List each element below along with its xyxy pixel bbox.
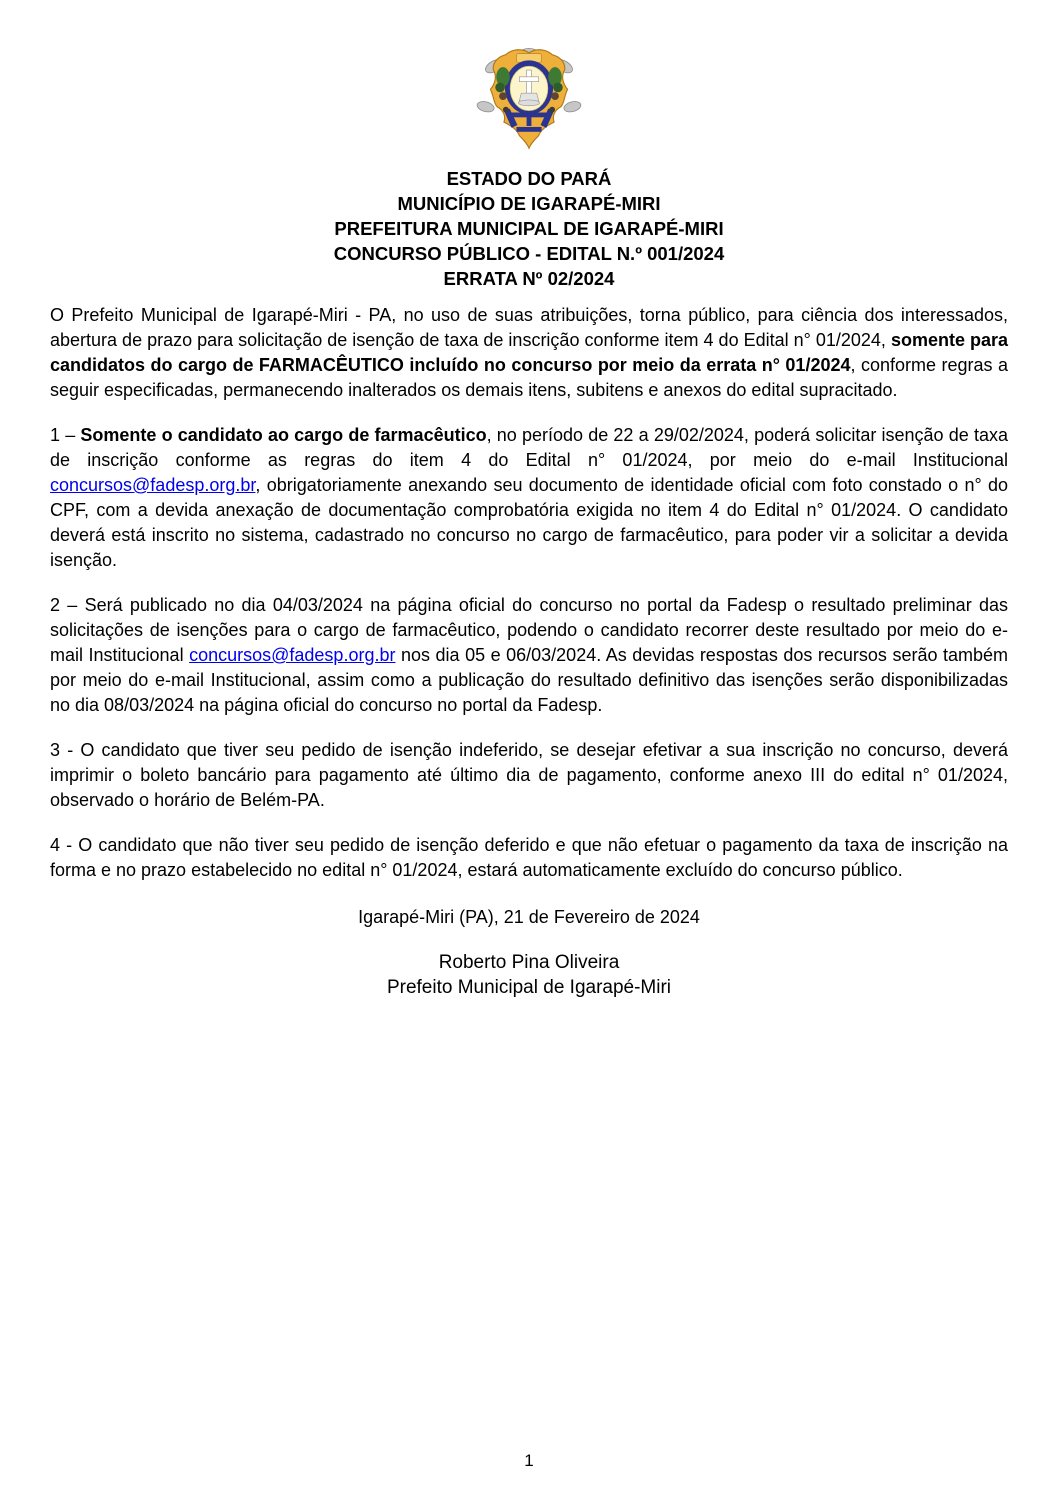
item-2-paragraph <box>50 593 1008 718</box>
text-run: , obrigatoriamente anexando seu documento de identidade oficial com foto constado o n° do CPF, com a devida anexação de documentação comprobatória exigida no item 4 do Edital n° 01/2024. O candidato deverá está inscrito no sistema, cadastrado no concurso no cargo de farmacêutico, para poder vir a solicitar a devida isenção. <box>50 475 1008 570</box>
text-run: 2 – Será publicado no dia 04/03/2024 na página oficial do concurso no portal da Fadesp o resultado preliminar das solicitações de isenções para o cargo de farmacêutico, podendo o candidato recorrer deste resultado por meio do e-mail Institucional <box>50 595 1008 665</box>
header-line-municipio: MUNICÍPIO DE IGARAPÉ-MIRI <box>397 193 661 214</box>
item-1-paragraph <box>50 423 1008 573</box>
coat-of-arms-svg <box>469 45 589 153</box>
signer-title: Prefeito Municipal de Igarapé-Miri <box>386 977 672 998</box>
text-run: O Prefeito Municipal de Igarapé-Miri - PA, no uso de suas atribuições, torna público, para ciência dos interessados, abertura de prazo para solicitação de isenção de taxa de inscrição conforme item 4 do Edital n° 01/2024, <box>50 305 1008 350</box>
item-4-paragraph <box>50 833 1008 883</box>
header-line-errata: ERRATA Nº 02/2024 <box>443 268 615 289</box>
text-run: , conforme regras a seguir especificadas, permanecendo inalterados os demais itens, subitens e anexos do edital supracitado. <box>50 355 1008 400</box>
text-run: , no período de 22 a 29/02/2024, poderá solicitar isenção de taxa de inscrição conforme as regras do item 4 do Edital n° 01/2024, por meio do e-mail Institucional <box>50 425 1008 470</box>
text-run: 4 - O candidato que não tiver seu pedido de isenção deferido e que não efetuar o pagamento da taxa de inscrição na forma e no prazo estabelecido no edital n° 01/2024, estará automaticamente excluído do concurso público. <box>50 835 1008 880</box>
text-run: 1 – <box>50 425 81 445</box>
email-link[interactable]: concursos@fadesp.org.br <box>189 645 396 665</box>
date-line: Igarapé-Miri (PA), 21 de Fevereiro de 2024 <box>358 907 700 927</box>
text-run: Somente o candidato ao cargo de farmacêutico <box>80 425 487 445</box>
header-line-prefeitura: PREFEITURA MUNICIPAL DE IGARAPÉ-MIRI <box>334 218 724 239</box>
document-body <box>0 166 1058 1000</box>
text-run: 3 - O candidato que tiver seu pedido de isenção indeferido, se desejar efetivar a sua inscrição no concurso, deverá imprimir o boleto bancário para pagamento até último dia de pagamento, conforme anexo III do edital n° 01/2024, observado o horário de Belém-PA. <box>50 740 1008 810</box>
municipal-coat-of-arms-icon <box>469 45 589 153</box>
text-run: somente para candidatos do cargo de FARMACÊUTICO incluído no concurso por meio da errata n° 01/2024 <box>50 330 1008 375</box>
item-3-paragraph <box>50 738 1008 813</box>
text-run: nos dia 05 e 06/03/2024. As devidas respostas dos recursos serão também por meio do e-mail Institucional, assim como a publicação do resultado definitivo das isenções serão disponibilizadas no dia 08/03/2024 na página oficial do concurso no portal da Fadesp. <box>50 645 1009 715</box>
intro-paragraph <box>50 303 1008 403</box>
signer-name: Roberto Pina Oliveira <box>438 952 620 973</box>
email-link[interactable]: concursos@fadesp.org.br <box>50 475 256 495</box>
header-line-estado: ESTADO DO PARÁ <box>446 168 612 189</box>
document-header <box>50 166 1008 291</box>
header-line-concurso: CONCURSO PÚBLICO - EDITAL N.º 001/2024 <box>333 243 725 264</box>
page-number: 1 <box>524 1451 534 1470</box>
signature-block <box>50 950 1008 1000</box>
